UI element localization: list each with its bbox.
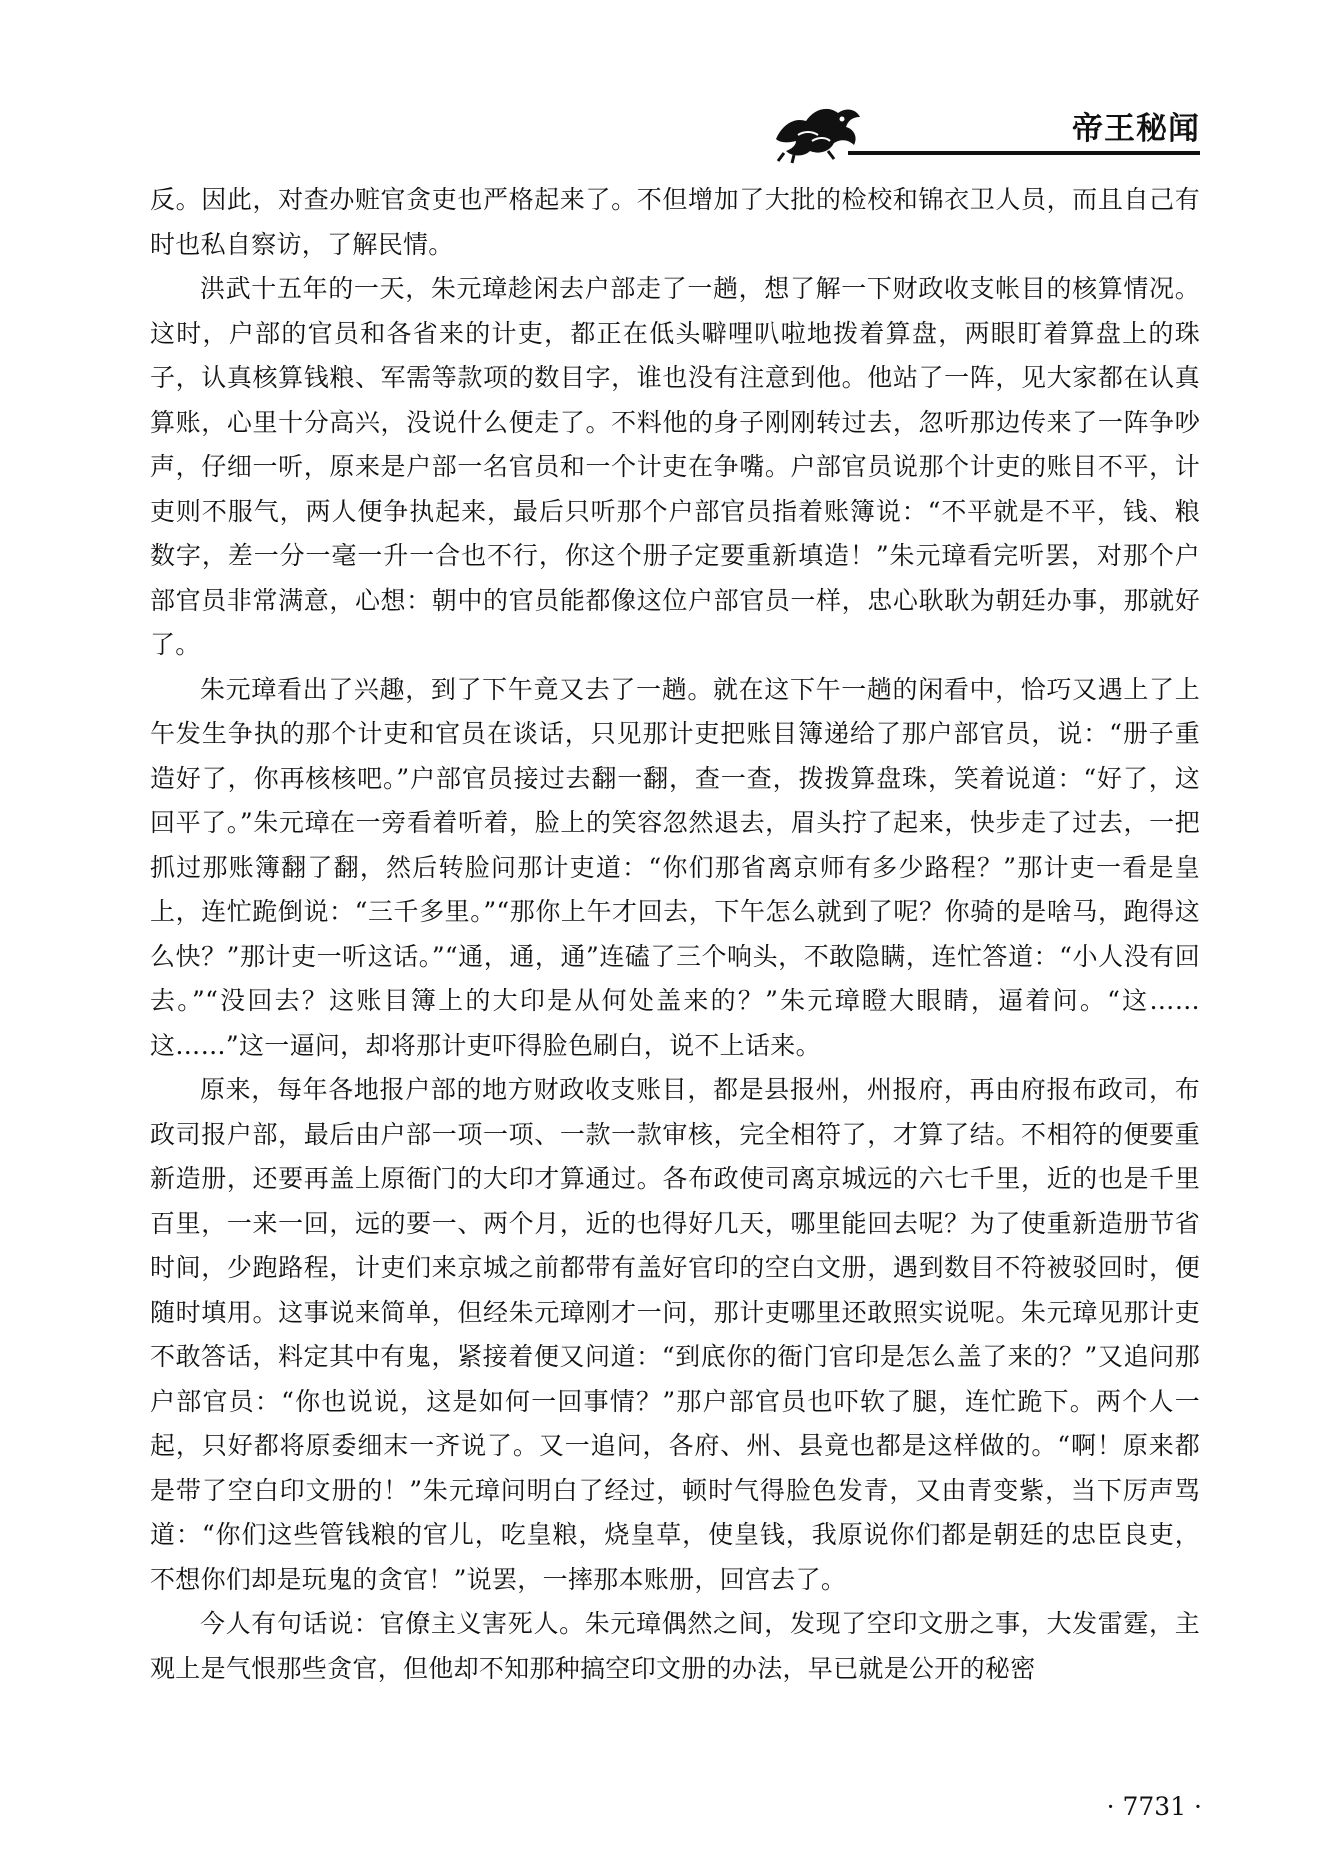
paragraph-4: 原来，每年各地报户部的地方财政收支账目，都是县报州，州报府，再由府报布政司，布政司报户部，最后由户部一项一项、一款一款审核，完全相符了，才算了结。不相符的便要重新造册，还要再盖上原衙门的大印才算通过。各布政使司离京城远的六七千里，近的也是千里百里，一来一回，远的要一、两个月，近的也得好几天，哪里能回去呢？为了使重新造册节省时间，少跑路程，计吏们来京城之前都带有盖好官印的空白文册，遇到数目不符被驳回时，便随时填用。这事说来简单，但经朱元璋刚才一问，那计吏哪里还敢照实说呢。朱元璋见那计吏不敢答话，料定其中有鬼，紧接着便又问道：“到底你的衙门官印是怎么盖了来的？”又追问那户部官员：“你也说说，这是如何一回事情？”那户部官员也吓软了腿，连忙跪下。两个人一起，只好都将原委细末一齐说了。又一追问，各府、州、县竟也都是这样做的。“啊！原来都是带了空白印文册的！”朱元璋问明白了经过，顿时气得脸色发青，又由青变紫，当下厉声骂道：“你们这些管钱粮的官儿，吃皇粮，烧皇草，使皇钱，我原说你们都是朝廷的忠臣良吏，不想你们却是玩鬼的贪官！”说罢，一摔那本账册，回宫去了。 (150, 1075, 1200, 1594)
body-text (150, 178, 1200, 1691)
book-title: 帝王秘闻 (1072, 111, 1200, 147)
paragraph-2: 洪武十五年的一天，朱元璋趁闲去户部走了一趟，想了解一下财政收支帐目的核算情况。这时，户部的官员和各省来的计吏，都正在低头噼哩叭啦地拨着算盘，两眼盯着算盘上的珠子，认真核算钱粮、军需等款项的数目字，谁也没有注意到他。他站了一阵，见大家都在认真算账，心里十分高兴，没说什么便走了。不料他的身子刚刚转过去，忽听那边传来了一阵争吵声，仔细一听，原来是户部一名官员和一个计吏在争嘴。户部官员说那个计吏的账目不平，计吏则不服气，两人便争执起来，最后只听那个户部官员指着账簿说：“不平就是不平，钱、粮数字，差一分一毫一升一合也不行，你这个册子定要重新填造！”朱元璋看完听罢，对那个户部官员非常满意，心想：朝中的官员能都像这位户部官员一样，忠心耿耿为朝廷办事，那就好了。 (150, 274, 1200, 659)
running-header (768, 95, 1200, 165)
paragraph-5: 今人有句话说：官僚主义害死人。朱元璋偶然之间，发现了空印文册之事，大发雷霆，主观上是气恨那些贪官，但他却不知那种搞空印文册的办法，早已就是公开的秘密 (150, 1609, 1200, 1683)
header-rule (848, 151, 1200, 155)
page-number: · 7731 · (1106, 1792, 1202, 1821)
paragraph-1: 反。因此，对查办赃官贪吏也严格起来了。不但增加了大批的检校和锦衣卫人员，而且自己有时也私自察访，了解民情。 (150, 185, 1200, 259)
paragraph-3: 朱元璋看出了兴趣，到了下午竟又去了一趟。就在这下午一趟的闲看中，恰巧又遇上了上午发生争执的那个计吏和官员在谈话，只见那计吏把账目簿递给了那户部官员，说：“册子重造好了，你再核核吧。”户部官员接过去翻一翻，查一查，拨拨算盘珠，笑着说道：“好了，这回平了。”朱元璋在一旁看着听着，脸上的笑容忽然退去，眉头拧了起来，快步走了过去，一把抓过那账簿翻了翻，然后转脸问那计吏道：“你们那省离京师有多少路程？”那计吏一看是皇上，连忙跪倒说：“三千多里。”“那你上午才回去，下午怎么就到了呢？你骑的是啥马，跑得这么快？”那计吏一听这话。”“通，通，通”连磕了三个响头，不敢隐瞒，连忙答道：“小人没有回去。”“没回去？这账目簿上的大印是从何处盖来的？”朱元璋瞪大眼睛，逼着问。“这……这……”这一逼问，却将那计吏吓得脸色刷白，说不上话来。 (150, 674, 1200, 1060)
